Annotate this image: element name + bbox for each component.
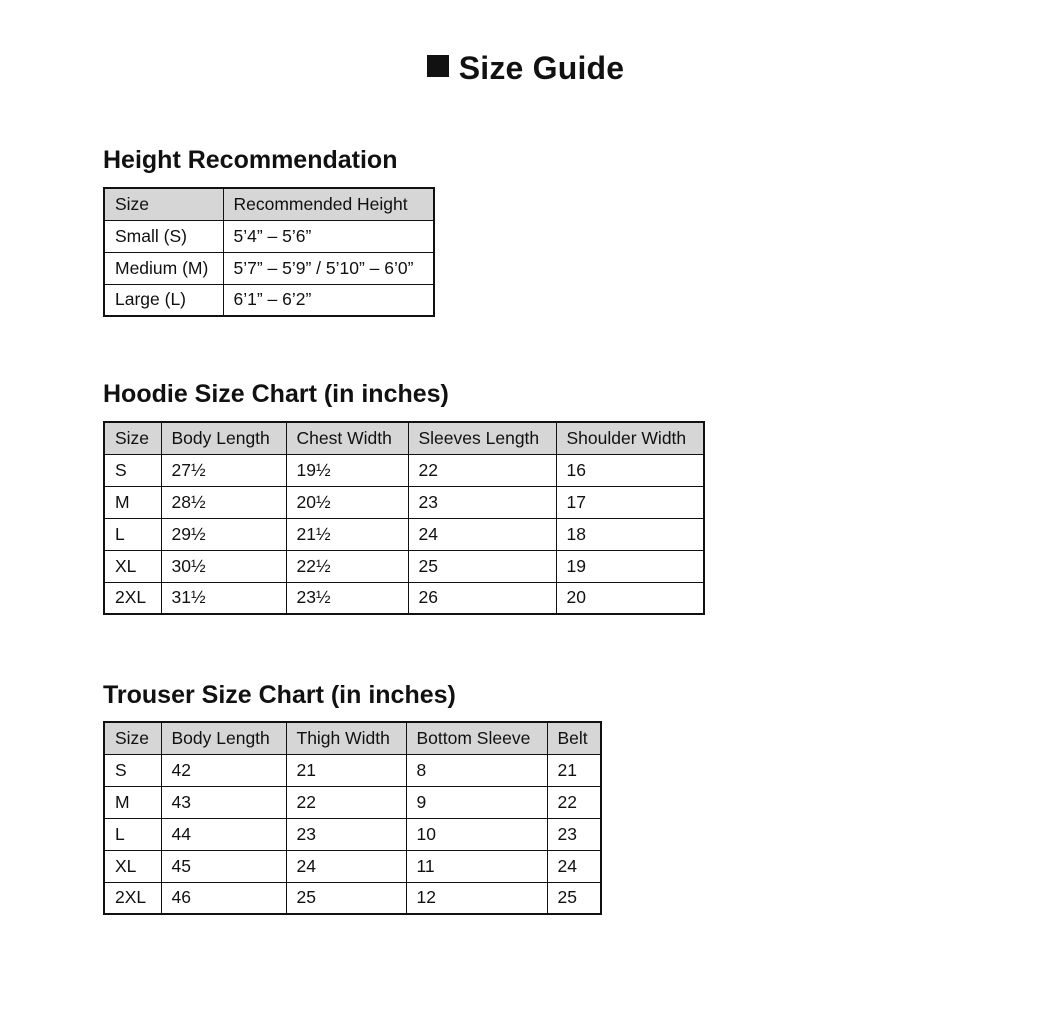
column-header: Shoulder Width xyxy=(556,422,704,454)
table-cell: 25 xyxy=(408,550,556,582)
table-cell: 2XL xyxy=(104,582,161,614)
column-header: Belt xyxy=(547,722,601,754)
page-title xyxy=(0,50,1051,87)
column-header: Size xyxy=(104,722,161,754)
table-cell: 23 xyxy=(547,818,601,850)
table-cell: 18 xyxy=(556,518,704,550)
table-cell: 16 xyxy=(556,454,704,486)
table-cell: Medium (M) xyxy=(104,252,223,284)
table-cell: 28½ xyxy=(161,486,286,518)
table-cell: 19 xyxy=(556,550,704,582)
table-cell: 9 xyxy=(406,786,547,818)
table-row xyxy=(104,850,601,882)
table-cell: 8 xyxy=(406,754,547,786)
page-title-text: Size Guide xyxy=(458,50,625,86)
table-row xyxy=(104,818,601,850)
table-cell: M xyxy=(104,786,161,818)
table-cell: 22 xyxy=(286,786,406,818)
black-square-icon xyxy=(427,55,449,77)
table-cell: 10 xyxy=(406,818,547,850)
table-cell: 23 xyxy=(286,818,406,850)
height-recommendation-table xyxy=(103,187,435,317)
table-cell: 2XL xyxy=(104,882,161,914)
column-header: Recommended Height xyxy=(223,188,434,220)
table-row xyxy=(104,252,434,284)
table-header-row xyxy=(104,188,434,220)
table-cell: 25 xyxy=(547,882,601,914)
table-cell: 44 xyxy=(161,818,286,850)
column-header: Thigh Width xyxy=(286,722,406,754)
column-header: Body Length xyxy=(161,722,286,754)
table-cell: 17 xyxy=(556,486,704,518)
table-cell: 46 xyxy=(161,882,286,914)
table-cell: 31½ xyxy=(161,582,286,614)
table-row xyxy=(104,754,601,786)
table-cell: 22 xyxy=(408,454,556,486)
column-header: Size xyxy=(104,188,223,220)
table-cell: 24 xyxy=(408,518,556,550)
column-header: Sleeves Length xyxy=(408,422,556,454)
table-row xyxy=(104,550,704,582)
table-cell: M xyxy=(104,486,161,518)
column-header: Chest Width xyxy=(286,422,408,454)
table-cell: 45 xyxy=(161,850,286,882)
table-cell: L xyxy=(104,518,161,550)
table-cell: 29½ xyxy=(161,518,286,550)
table-cell: 24 xyxy=(286,850,406,882)
table-cell: 25 xyxy=(286,882,406,914)
table-cell: 5’7” – 5’9” / 5’10” – 6’0” xyxy=(223,252,434,284)
table-cell: 20½ xyxy=(286,486,408,518)
table-cell: S xyxy=(104,454,161,486)
table-cell: 19½ xyxy=(286,454,408,486)
table-cell: 22½ xyxy=(286,550,408,582)
height-recommendation-heading: Height Recommendation xyxy=(103,146,398,174)
table-cell: 27½ xyxy=(161,454,286,486)
table-cell: 23½ xyxy=(286,582,408,614)
hoodie-size-chart-table xyxy=(103,421,705,615)
table-row xyxy=(104,486,704,518)
table-header-row xyxy=(104,422,704,454)
table-cell: 5’4” – 5’6” xyxy=(223,220,434,252)
table-cell: XL xyxy=(104,550,161,582)
table-header-row xyxy=(104,722,601,754)
column-header: Size xyxy=(104,422,161,454)
table-cell: 21 xyxy=(547,754,601,786)
column-header: Body Length xyxy=(161,422,286,454)
trouser-size-chart-heading: Trouser Size Chart (in inches) xyxy=(103,681,456,709)
table-cell: Small (S) xyxy=(104,220,223,252)
trouser-size-chart-table xyxy=(103,721,602,915)
table-cell: 20 xyxy=(556,582,704,614)
table-cell: Large (L) xyxy=(104,284,223,316)
table-cell: XL xyxy=(104,850,161,882)
table-cell: 21½ xyxy=(286,518,408,550)
table-cell: 12 xyxy=(406,882,547,914)
column-header: Bottom Sleeve xyxy=(406,722,547,754)
table-cell: S xyxy=(104,754,161,786)
table-row xyxy=(104,582,704,614)
table-cell: 22 xyxy=(547,786,601,818)
table-row xyxy=(104,284,434,316)
table-cell: 21 xyxy=(286,754,406,786)
table-cell: 26 xyxy=(408,582,556,614)
hoodie-size-chart-heading: Hoodie Size Chart (in inches) xyxy=(103,380,449,408)
table-row xyxy=(104,786,601,818)
table-cell: 24 xyxy=(547,850,601,882)
table-cell: L xyxy=(104,818,161,850)
table-cell: 43 xyxy=(161,786,286,818)
table-cell: 11 xyxy=(406,850,547,882)
table-cell: 30½ xyxy=(161,550,286,582)
table-row xyxy=(104,220,434,252)
table-row xyxy=(104,518,704,550)
table-cell: 23 xyxy=(408,486,556,518)
table-cell: 6’1” – 6’2” xyxy=(223,284,434,316)
table-row xyxy=(104,882,601,914)
table-cell: 42 xyxy=(161,754,286,786)
table-row xyxy=(104,454,704,486)
